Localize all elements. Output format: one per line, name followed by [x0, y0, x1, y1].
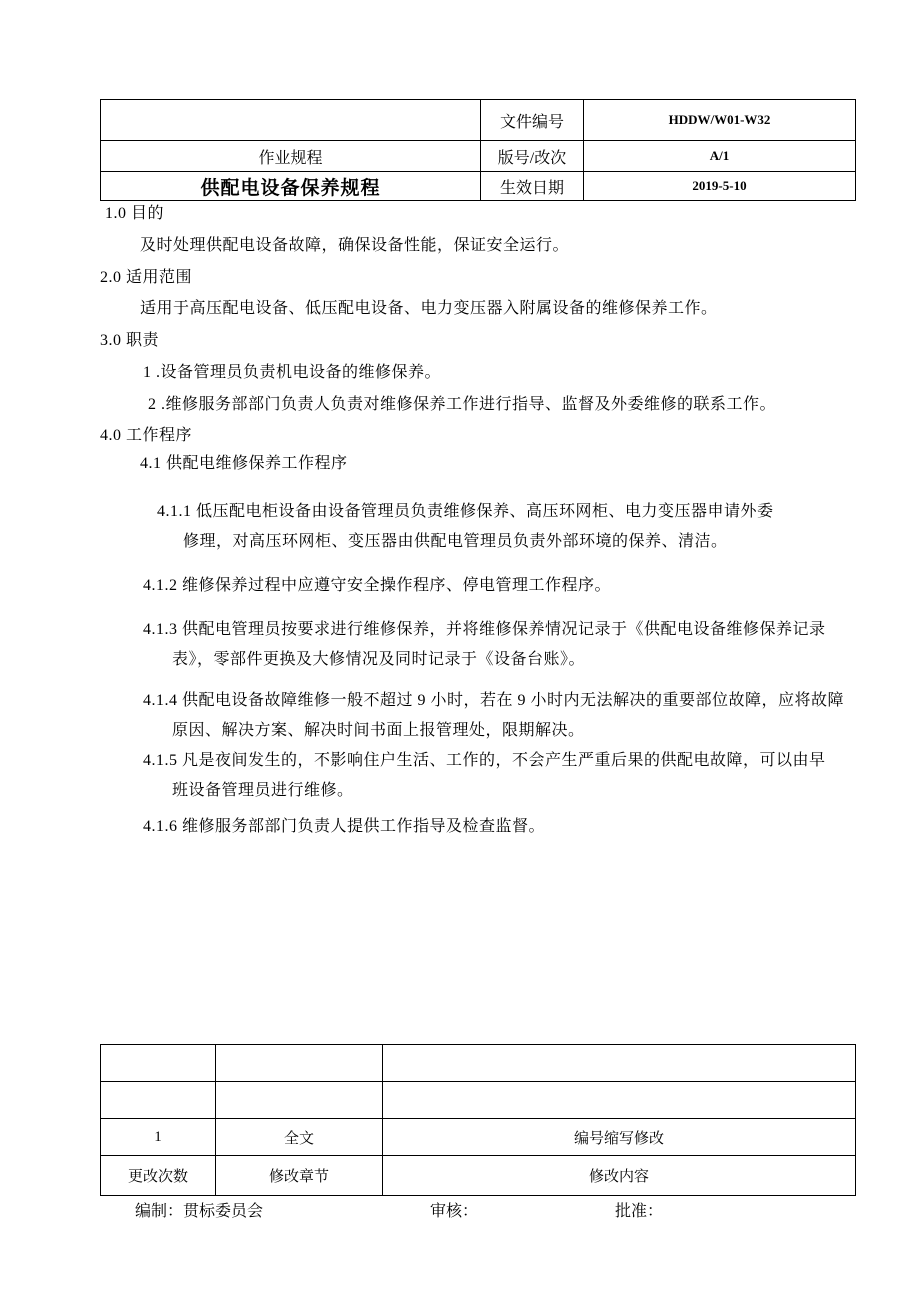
revision-cell — [101, 1082, 216, 1119]
revision-table — [100, 1044, 856, 1196]
doc-title: 供配电设备保养规程 — [101, 172, 481, 201]
revision-header-section: 修改章节 — [216, 1156, 383, 1196]
body-line: 班设备管理员进行维修。 — [172, 782, 354, 799]
revision-cell — [216, 1045, 383, 1082]
body-line: 4.1.5 凡是夜间发生的，不影响住户生活、工作的，不会产生严重后果的供配电故障，可以由早 — [143, 752, 826, 769]
approved-by-label: 批准： — [615, 1203, 664, 1220]
field-value-doc-number: HDDW/W01-W32 — [584, 100, 856, 141]
body-line: 修理，对高压环网柜、变压器由供配电管理员负责外部环境的保养、清洁。 — [183, 533, 728, 550]
section-heading: 1.0 目的 — [105, 205, 165, 222]
subsection-heading: 4.1 供配电维修保养工作程序 — [140, 455, 348, 472]
prepared-by-label: 编制：贯标委员会 — [135, 1203, 264, 1220]
revision-cell — [101, 1045, 216, 1082]
doc-type: 作业规程 — [101, 141, 481, 172]
header-left-empty-cell — [101, 100, 481, 141]
body-line: 原因、解决方案、解决时间书面上报管理处，限期解决。 — [172, 722, 585, 739]
revision-content-cell: 编号缩写修改 — [383, 1119, 856, 1156]
section-heading: 4.0 工作程序 — [100, 427, 193, 444]
body-line: 表》，零部件更换及大修情况及同时记录于《设备台账》。 — [172, 651, 586, 668]
body-line: 4.1.6 维修服务部部门负责人提供工作指导及检查监督。 — [143, 818, 546, 835]
body-line: 4.1.4 供配电设备故障维修一般不超过 9 小时，若在 9 小时内无法解决的重要部位故障，应将故障 — [143, 692, 845, 709]
revision-header-content: 修改内容 — [383, 1156, 856, 1196]
revision-number-cell: 1 — [101, 1119, 216, 1156]
field-value-version: A/1 — [584, 141, 856, 172]
field-label-doc-number: 文件编号 — [481, 100, 584, 141]
body-line: 适用于高压配电设备、低压配电设备、电力变压器入附属设备的维修保养工作。 — [140, 300, 718, 317]
field-value-effective-date: 2019-5-10 — [584, 172, 856, 201]
body-line: 及时处理供配电设备故障，确保设备性能，保证安全运行。 — [140, 237, 570, 254]
section-heading: 2.0 适用范围 — [100, 269, 193, 286]
revision-cell — [383, 1082, 856, 1119]
document-body — [100, 203, 880, 838]
body-line: 4.1.1 低压配电柜设备由设备管理员负责维修保养、高压环网柜、电力变压器申请外委 — [157, 503, 774, 520]
header-table — [100, 99, 856, 201]
section-heading: 3.0 职责 — [100, 332, 160, 349]
revision-cell — [216, 1082, 383, 1119]
body-line: 2 .维修服务部部门负责人负责对维修保养工作进行指导、监督及外委维修的联系工作。 — [148, 396, 777, 413]
reviewed-by-label: 审核： — [430, 1203, 479, 1220]
body-line: 4.1.3 供配电管理员按要求进行维修保养，并将维修保养情况记录于《供配电设备维修保养记录 — [143, 621, 826, 638]
field-label-effective-date: 生效日期 — [481, 172, 584, 201]
signature-line — [100, 1198, 855, 1222]
revision-header-count: 更改次数 — [101, 1156, 216, 1196]
field-label-version: 版号/改次 — [481, 141, 584, 172]
revision-section-cell: 全文 — [216, 1119, 383, 1156]
body-line: 1 .设备管理员负责机电设备的维修保养。 — [143, 364, 442, 381]
revision-cell — [383, 1045, 856, 1082]
body-line: 4.1.2 维修保养过程中应遵守安全操作程序、停电管理工作程序。 — [143, 577, 612, 594]
